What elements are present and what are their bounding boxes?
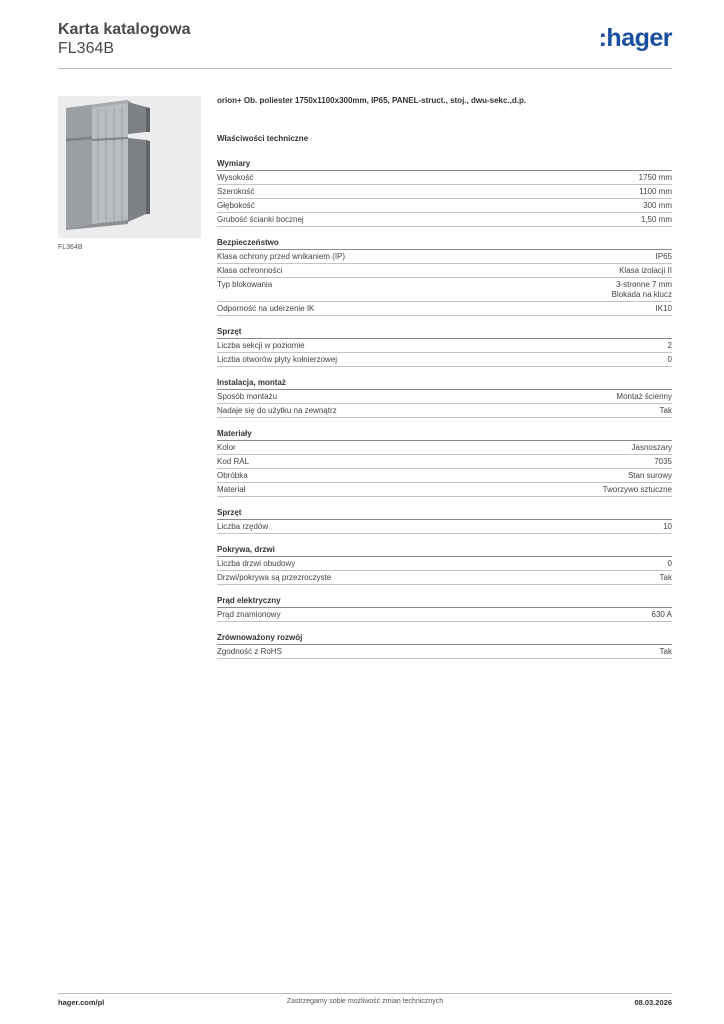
spec-label: Drzwi/pokrywa są przezroczyste [217, 573, 332, 582]
footer-disclaimer: Zastrzegamy sobie możliwość zmian technicznych [286, 998, 444, 1005]
spec-label: Odporność na uderzenie IK [217, 304, 315, 313]
spec-value-line: Tworzywo sztuczne [602, 485, 672, 494]
section-title: Zrównoważony rozwój [217, 632, 672, 645]
header-divider [58, 68, 672, 69]
spec-row [217, 557, 672, 571]
spec-value [628, 471, 672, 481]
spec-label: Typ blokowania [217, 280, 273, 289]
spec-label: Klasa ochrony przed wnikaniem (IP) [217, 252, 346, 261]
spec-row [217, 353, 672, 367]
section-title: Sprzęt [217, 507, 672, 520]
spec-label: Kod RAL [217, 457, 250, 466]
product-description: orion+ Ob. poliester 1750x1100x300mm, IP65, PANEL-struct., stoj., dwu-sekc.,d.p. [217, 96, 527, 105]
spec-section [217, 377, 672, 418]
section-title: Bezpieczeństwo [217, 237, 672, 250]
spec-row [217, 199, 672, 213]
spec-value [616, 392, 672, 402]
spec-value-line: Stan surowy [627, 471, 672, 480]
spec-value-line: 630 A [651, 610, 672, 619]
spec-label: Klasa ochronności [217, 266, 283, 275]
spec-value [632, 443, 672, 453]
spec-value [641, 215, 672, 225]
spec-value [660, 573, 672, 583]
spec-content [217, 94, 672, 659]
spec-value-line: 1100 mm [639, 187, 672, 196]
footer-website[interactable]: hager.com/pl [58, 998, 105, 1007]
spec-row [217, 339, 672, 353]
spec-value-line: Montaż ścienny [616, 392, 672, 401]
section-title: Pokrywa, drzwi [217, 544, 672, 557]
spec-value-line: 7035 [654, 457, 672, 466]
spec-value-line: IK10 [655, 304, 672, 313]
spec-value [663, 522, 672, 532]
spec-row [217, 250, 672, 264]
spec-label: Nadaje się do użytku na zewnątrz [217, 406, 337, 415]
spec-value-line: 2 [667, 341, 672, 350]
spec-section [217, 595, 672, 622]
spec-value [639, 173, 672, 183]
spec-row [217, 571, 672, 585]
spec-section [217, 326, 672, 367]
spec-value [668, 355, 672, 365]
spec-value-line: Klasa izolacji II [619, 266, 672, 275]
spec-value-line: IP65 [655, 252, 672, 261]
product-code: FL364B [58, 40, 115, 57]
spec-row [217, 390, 672, 404]
spec-value-line: 300 mm [643, 201, 672, 210]
spec-value-line: Jasnoszary [631, 443, 672, 452]
spec-value [656, 252, 672, 262]
spec-value [612, 280, 672, 300]
spec-row [217, 213, 672, 227]
page-title: Karta katalogowa [58, 21, 191, 38]
spec-section [217, 428, 672, 497]
spec-row [217, 469, 672, 483]
spec-row [217, 645, 672, 659]
section-title: Prąd elektryczny [217, 595, 672, 608]
footer-date: 08.03.2026 [634, 998, 672, 1007]
spec-value-line: 1,50 mm [640, 215, 672, 224]
spec-row [217, 441, 672, 455]
spec-value-line: Tak [659, 406, 672, 415]
spec-row [217, 520, 672, 534]
spec-value [652, 610, 672, 620]
hager-logo: :hager [598, 24, 672, 52]
spec-value-line: Blokada na klucz [611, 290, 672, 299]
spec-label: Kolor [217, 443, 236, 452]
spec-row [217, 483, 672, 497]
spec-value [660, 647, 672, 657]
spec-label: Liczba drzwi obudowy [217, 559, 296, 568]
properties-heading: Właściwości techniczne [217, 134, 309, 143]
spec-label: Prąd znamionowy [217, 610, 281, 619]
spec-value [660, 406, 672, 416]
spec-value [603, 485, 672, 495]
spec-value [668, 341, 672, 351]
spec-value [639, 187, 672, 197]
spec-value-line: 0 [667, 355, 672, 364]
spec-label: Materiał [217, 485, 246, 494]
spec-row [217, 302, 672, 316]
spec-row [217, 278, 672, 302]
footer-divider [58, 993, 672, 994]
spec-value-line: 3-stronne 7 mm [615, 280, 672, 289]
spec-value [654, 457, 672, 467]
spec-section [217, 237, 672, 316]
spec-value-line: Tak [659, 573, 672, 582]
spec-label: Szerokość [217, 187, 255, 196]
spec-row [217, 171, 672, 185]
spec-label: Zgodność z RoHS [217, 647, 282, 656]
spec-label: Głębokość [217, 201, 255, 210]
image-caption: FL364B [58, 244, 83, 251]
spec-row [217, 264, 672, 278]
section-title: Wymiary [217, 158, 672, 171]
spec-label: Obróbka [217, 471, 248, 480]
spec-section [217, 632, 672, 659]
spec-value-line: Tak [659, 647, 672, 656]
spec-value-line: 10 [663, 522, 672, 531]
spec-section [217, 544, 672, 585]
product-image [58, 96, 201, 238]
spec-label: Grubość ścianki bocznej [217, 215, 304, 224]
spec-sections [217, 158, 672, 659]
spec-value [656, 304, 672, 314]
page-header [58, 20, 672, 68]
spec-value [643, 201, 672, 211]
spec-label: Sposób montażu [217, 392, 278, 401]
spec-value-line: 0 [667, 559, 672, 568]
section-title: Instalacja, montaż [217, 377, 672, 390]
spec-label: Liczba sekcji w poziomie [217, 341, 305, 350]
spec-label: Liczba rzędów [217, 522, 269, 531]
cabinet-illustration [58, 96, 201, 238]
spec-row [217, 404, 672, 418]
spec-value [668, 559, 672, 569]
spec-label: Liczba otworów płyty kołnierzowej [217, 355, 338, 364]
spec-label: Wysokość [217, 173, 254, 182]
spec-value [619, 266, 672, 276]
spec-row [217, 608, 672, 622]
spec-section [217, 158, 672, 227]
section-title: Sprzęt [217, 326, 672, 339]
spec-value-line: 1750 mm [638, 173, 672, 182]
spec-row [217, 455, 672, 469]
section-title: Materiały [217, 428, 672, 441]
spec-section [217, 507, 672, 534]
spec-row [217, 185, 672, 199]
